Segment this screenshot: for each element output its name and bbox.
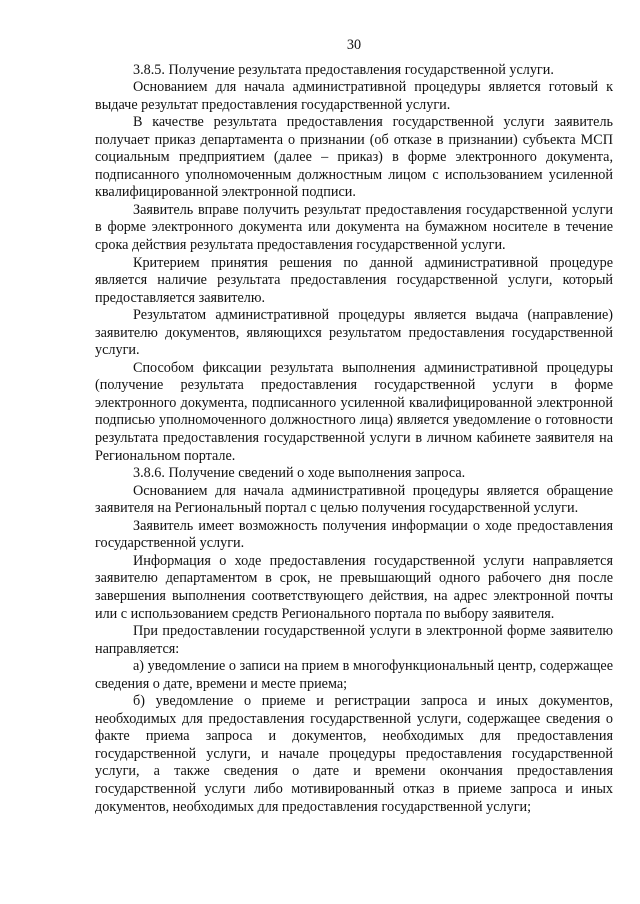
list-item-a: а) уведомление о записи на прием в многофункциональный центр, содержащее сведения о дате, времени и месте приема; bbox=[95, 658, 613, 692]
paragraph: Основанием для начала административной процедуры является готовый к выдаче результат предоставления государственной услуги. bbox=[95, 79, 613, 113]
paragraph: Основанием для начала административной процедуры является обращение заявителя на Региональный портал с целью получения государственной услуги. bbox=[95, 482, 613, 517]
paragraph: При предоставлении государственной услуги в электронной форме заявителю направляется: bbox=[95, 623, 613, 657]
paragraph: Результатом административной процедуры является выдача (направление) заявителю документов, являющихся результатом предоставления государственной услуги. bbox=[95, 307, 613, 359]
list-item-b: б) уведомление о приеме и регистрации запроса и иных документов, необходимых для предоставления государственной услуги, содержащее сведения о факте приема запроса и документов, необходимых для предоставления государственной услуги, и начале процедуры предоставления государственной услуги, а также сведения о дате и времени окончания предоставления государственной услуги либо мотивированный отказ в приеме запроса и иных документов, необходимых для предоставления государственной услуги; bbox=[95, 693, 613, 815]
paragraph: Способом фиксации результата выполнения административной процедуры (получение результата предоставления государственной услуги в форме электронного документа, подписанного усиленной квалифицированной электронной подписью уполномоченного должностного лица) является уведомление о готовности результата предоставления государственной услуги в личном кабинете заявителя на Региональном портале. bbox=[95, 359, 613, 464]
paragraph: Заявитель имеет возможность получения информации о ходе предоставления государственной услуги. bbox=[95, 517, 613, 552]
paragraph: Заявитель вправе получить результат предоставления государственной услуги в форме электронного документа или документа на бумажном носителе в течение срока действия результата предоставления государственной услуги. bbox=[95, 201, 613, 254]
section-heading-3-8-6: 3.8.6. Получение сведений о ходе выполнения запроса. bbox=[133, 465, 466, 482]
page-number: 30 bbox=[346, 37, 362, 53]
paragraph: В качестве результата предоставления государственной услуги заявитель получает приказ департамента о признании (об отказе в признании) субъекта МСП социальным предприятием (далее – приказ) в форме электронного документа, подписанного уполномоченным должностным лицом с использованием усиленной квалифицированной электронной подписи. bbox=[95, 114, 613, 201]
paragraph: Информация о ходе предоставления государственной услуги направляется заявителю департаментом в срок, не превышающий одного рабочего дня после завершения выполнения соответствующего действия, на адрес электронной почты или с использованием средств Регионального портала по выбору заявителя. bbox=[95, 552, 613, 622]
paragraph: Критерием принятия решения по данной административной процедуре является наличие результата предоставления государственной услуги, который предоставляется заявителю. bbox=[95, 254, 613, 306]
section-heading-3-8-5: 3.8.5. Получение результата предоставления государственной услуги. bbox=[133, 61, 554, 78]
